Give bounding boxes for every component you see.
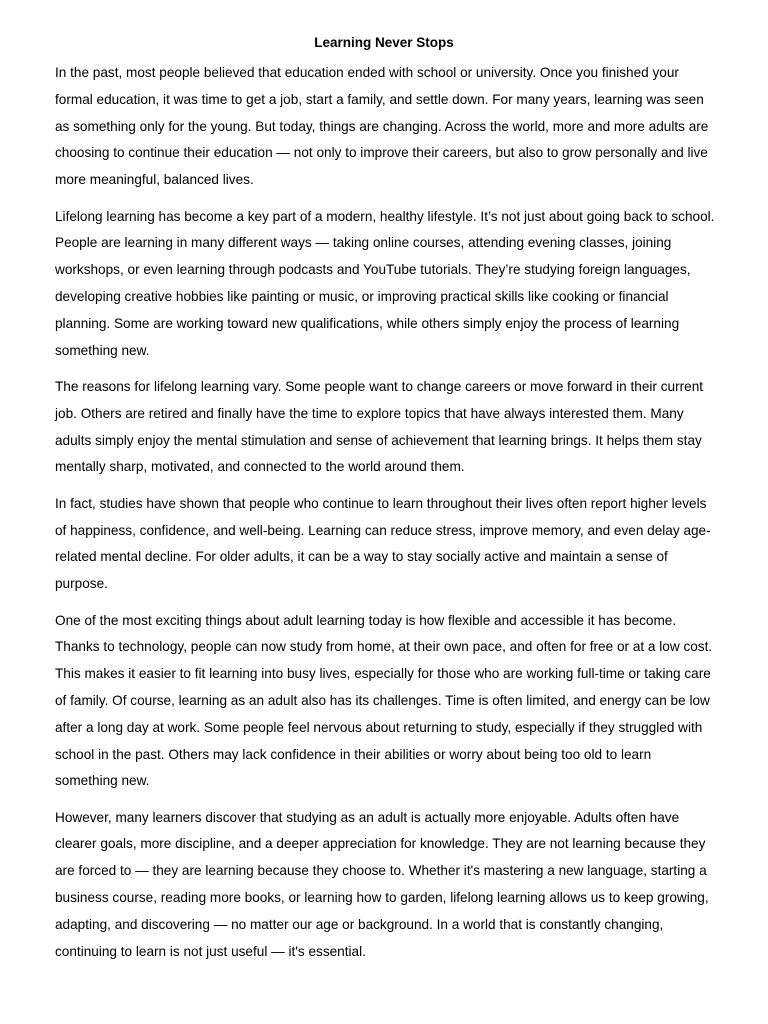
paragraph-3: The reasons for lifelong learning vary. Some people want to change careers or move forward in their current job. Others are retired and finally have the time to explore topics that have always interested them. Many adults simply enjoy the mental stimulation and sense of achievement that learning brings. It helps them stay mentally sharp, motivated, and connected to the world around them. (55, 378, 704, 475)
paragraph-1: In the past, most people believed that education ended with school or university. Once you finished your formal education, it was time to get a job, start a family, and settle down. For many years, learning was seen as something only for the young. But today, things are changing. Across the world, more and more adults are choosing to continue their education — not only to improve their careers, but also to grow personally and live more meaningful, balanced lives. (55, 65, 709, 188)
paragraph-4: In fact, studies have shown that people who continue to learn throughout their lives often report higher levels of happiness, confidence, and well-being. Learning can reduce stress, improve memory, and even delay age-related mental decline. For older adults, it can be a way to stay socially active and maintain a sense of purpose. (55, 495, 711, 592)
paragraph-5: One of the most exciting things about adult learning today is how flexible and accessible it has become. Thanks to technology, people can now study from home, at their own pace, and often for free or at a low cost. This makes it easier to fit learning into busy lives, especially for those who are working full-time or taking care of family. Of course, learning as an adult also has its challenges. Time is often limited, and energy can be low after a long day at work. Some people feel nervous about returning to study, especially if they struggled with school in the past. Others may lack confidence in their abilities or worry about being too old to learn something new. (55, 612, 713, 789)
document-body (55, 60, 717, 975)
paragraph-2: Lifelong learning has become a key part of a modern, healthy lifestyle. It’s not just about going back to school. People are learning in many different ways — taking online courses, attending evening classes, joining workshops, or even learning through podcasts and YouTube tutorials. They’re studying foreign languages, developing creative hobbies like painting or music, or improving practical skills like cooking or financial planning. Some are working toward new qualifications, while others simply enjoy the process of learning something new. (55, 208, 715, 358)
paragraph-6: However, many learners discover that studying as an adult is actually more enjoyable. Adults often have clearer goals, more discipline, and a deeper appreciation for knowledge. They are not learning because they are forced to — they are learning because they choose to. Whether it's mastering a new language, starting a business course, reading more books, or learning how to garden, lifelong learning allows us to keep growing, adapting, and discovering — no matter our age or background. In a world that is constantly changing, continuing to learn is not just useful — it's essential. (55, 809, 709, 959)
document-title: Learning Never Stops (314, 35, 454, 50)
